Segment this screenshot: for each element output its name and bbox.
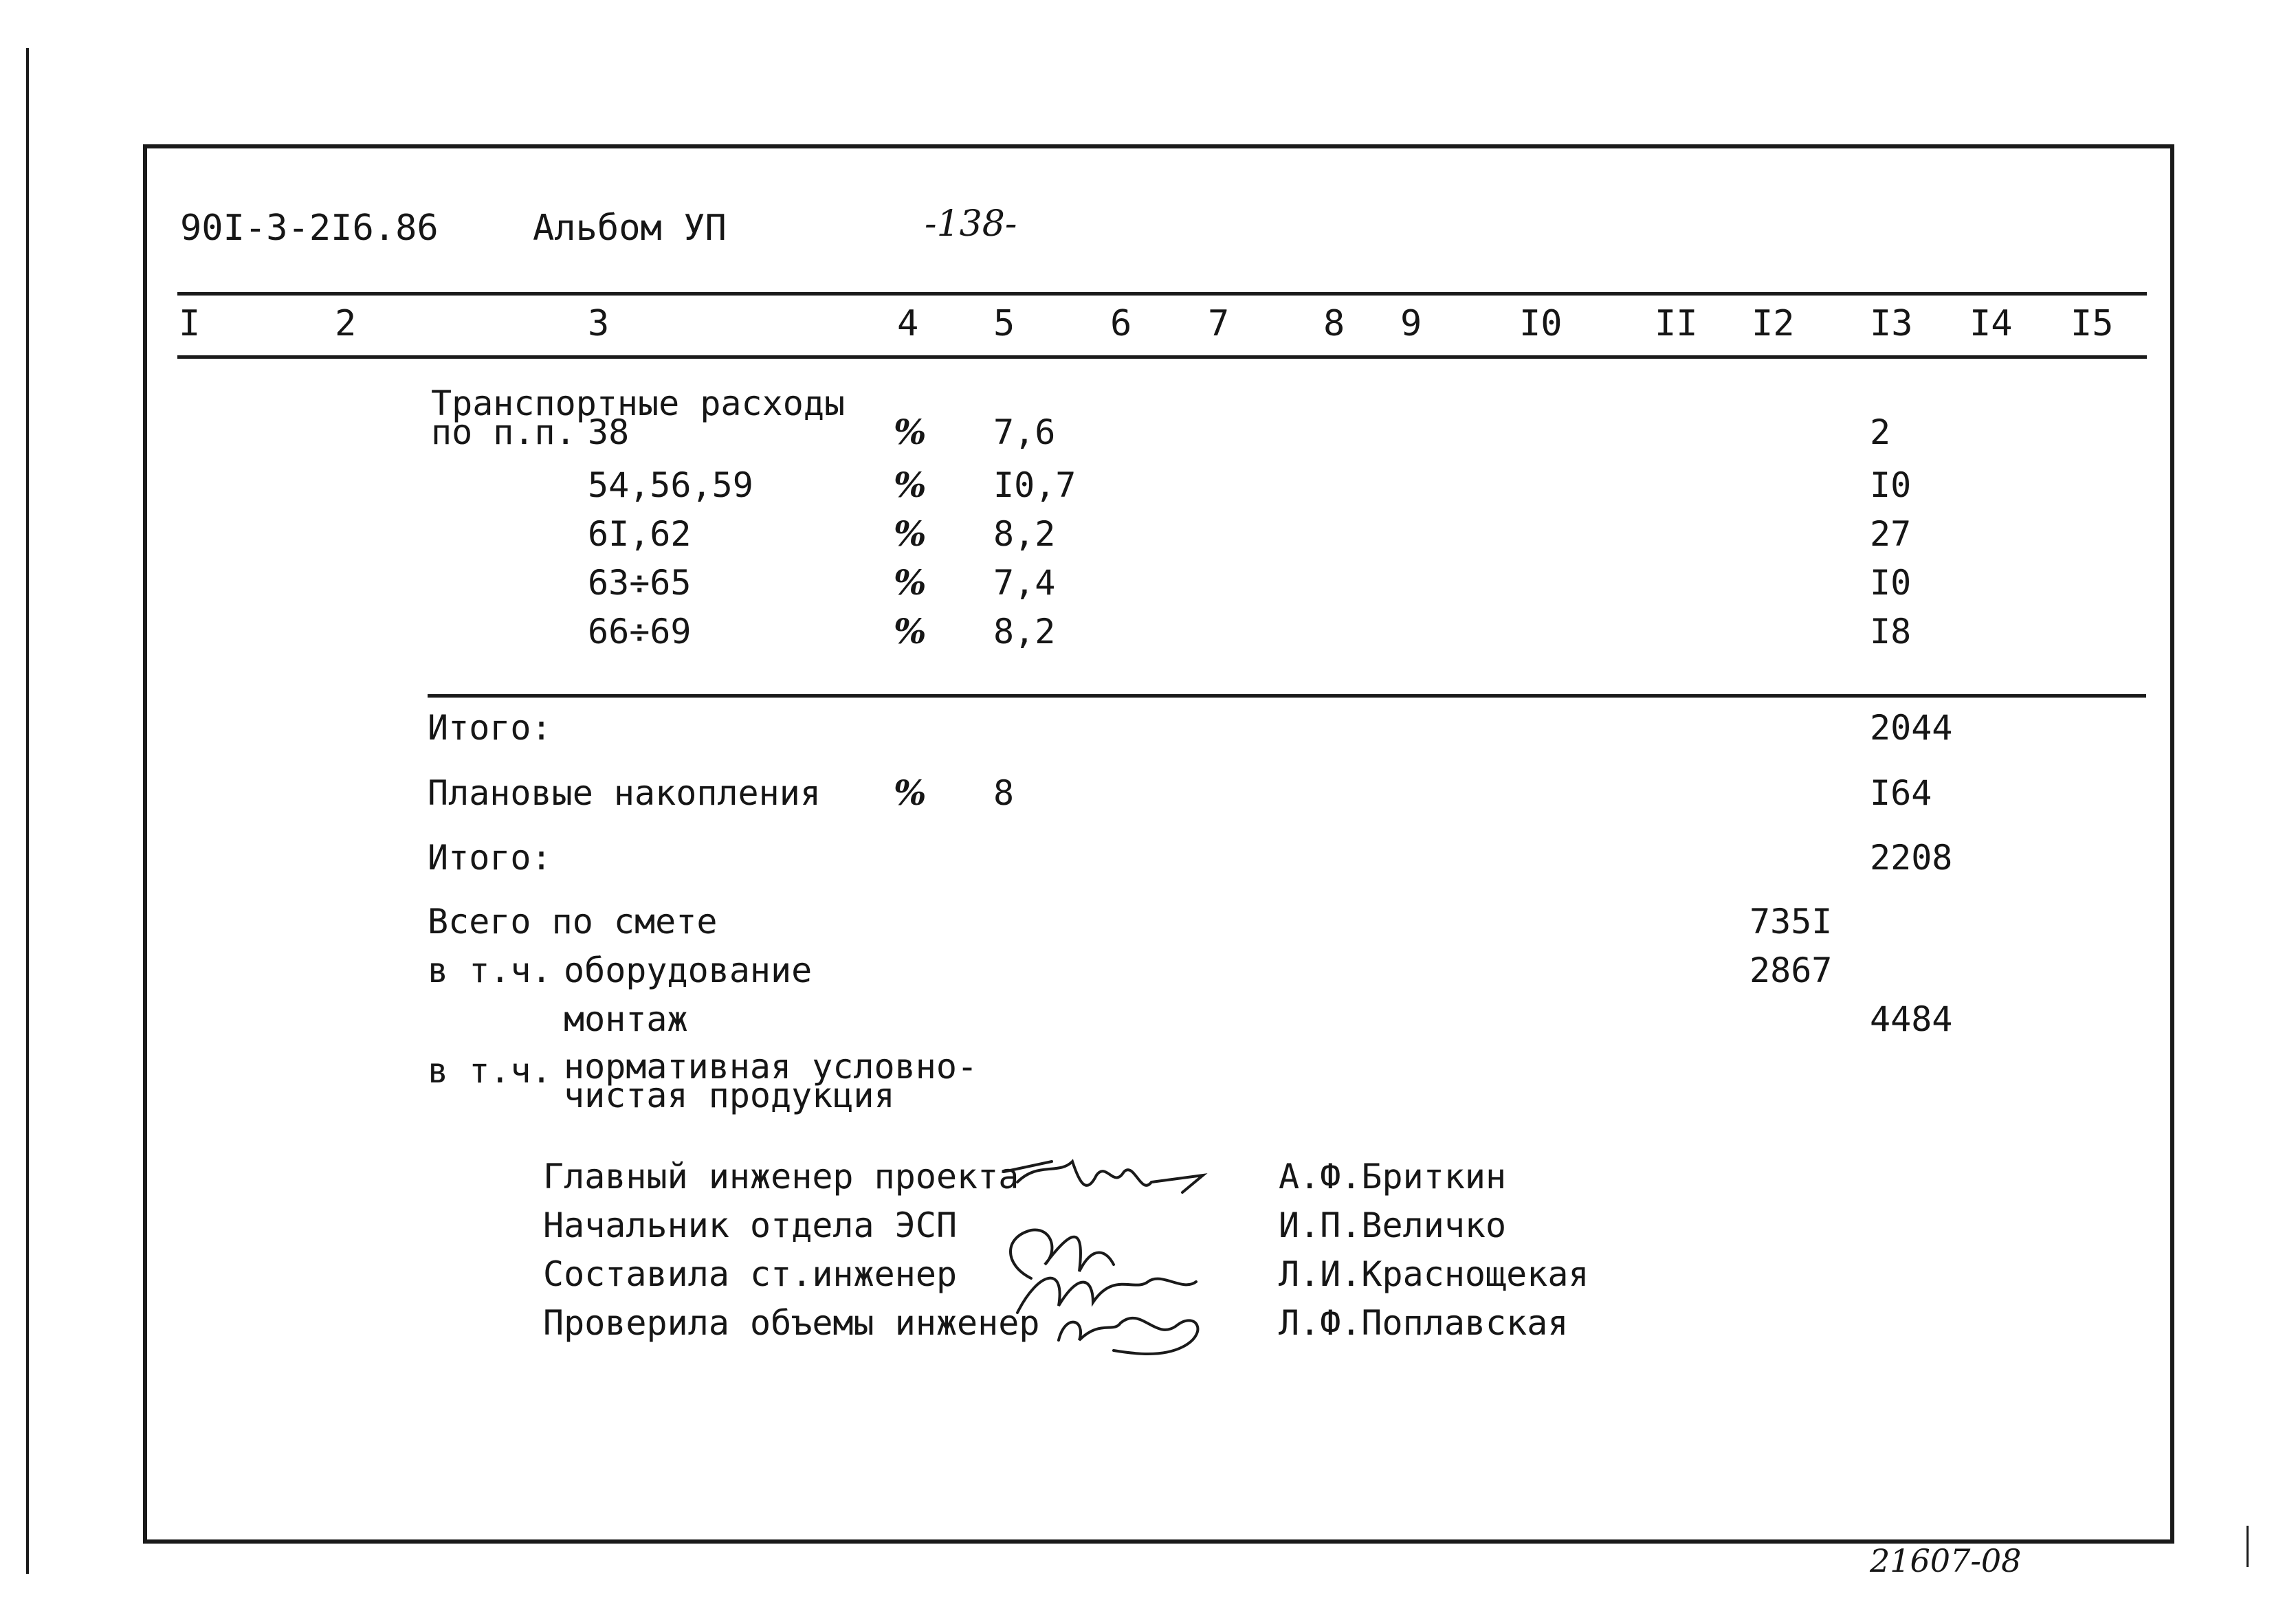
npp-line1: нормативная условно- [564,1047,978,1087]
signature-name: А.Ф.Бриткин [1279,1157,1507,1197]
footer-number: 21607-08 [1870,1542,2022,1579]
col-header-1: I [179,303,201,344]
page-margin-line [26,48,29,1574]
transport-unit: % [894,412,927,452]
transport-rate: 8,2 [993,612,1056,652]
signature-role: Составила ст.инженер [543,1254,958,1294]
montage-label: монтаж [564,999,688,1039]
vsego-value: 735I [1749,902,1833,942]
album-title: Альбом УП [533,208,727,249]
frame-right [2170,144,2174,1544]
transport-col13: I0 [1870,563,1912,603]
signature-role: Главный инженер проекта [543,1157,1019,1197]
doc-code: 90I-3-2I6.86 [180,208,439,249]
handwritten-signatures [976,1134,1265,1368]
transport-unit: % [894,611,927,652]
col-header-13: I3 [1870,303,1913,344]
header-top-rule [177,292,2147,296]
col-header-6: 6 [1110,303,1132,344]
plan-rate: 8 [993,773,1015,813]
col-header-9: 9 [1400,303,1422,344]
col-header-11: II [1655,303,1698,344]
page-edge-mark [2247,1526,2249,1567]
transport-items: 63÷65 [588,563,692,603]
transport-col13: 2 [1870,412,1891,452]
transport-unit: % [894,513,927,554]
signature-name: Л.Ф.Поплавская [1279,1303,1569,1343]
transport-label-line2: по п.п. [431,412,576,452]
signature-role: Проверила объемы инженер [543,1303,1040,1343]
vsego-label: Всего по смете [428,902,718,942]
montage-value: 4484 [1870,999,1953,1039]
vtch-1-prefix: в т.ч. [428,950,552,990]
vtch-2-prefix: в т.ч. [428,1051,552,1091]
transport-col13: I8 [1870,612,1912,652]
transport-col13: 27 [1870,514,1912,554]
col-header-5: 5 [993,303,1015,344]
equipment-value: 2867 [1749,950,1833,990]
transport-items: 6I,62 [588,514,692,554]
frame-left [143,144,147,1544]
equipment-label: оборудование [564,950,813,990]
transport-label-line1: Транспортные расходы [431,383,846,423]
transport-unit: % [894,562,927,603]
transport-col13: I0 [1870,465,1912,505]
transport-rate: I0,7 [993,465,1077,505]
transport-rate: 8,2 [993,514,1056,554]
signature-role: Начальник отдела ЭСП [543,1205,958,1245]
col-header-15: I5 [2071,303,2114,344]
signature-name: И.П.Величко [1279,1205,1507,1245]
transport-items: 66÷69 [588,612,692,652]
col-header-8: 8 [1323,303,1345,344]
plan-unit: % [894,772,927,813]
plan-label: Плановые накопления [428,773,821,813]
header-bottom-rule [177,355,2147,359]
npp-line2: чистая продукция [564,1076,895,1115]
col-header-7: 7 [1208,303,1230,344]
itogo-2-value: 2208 [1870,838,1953,878]
col-header-3: 3 [588,303,610,344]
transport-items: 38 [588,412,630,452]
transport-rate: 7,6 [993,412,1056,452]
col-header-12: I2 [1752,303,1795,344]
frame-top [143,144,2174,148]
itogo-1-value: 2044 [1870,708,1953,748]
plan-value: I64 [1870,773,1932,813]
page-number: -138- [925,203,1017,245]
transport-rate: 7,4 [993,563,1056,603]
col-header-4: 4 [897,303,919,344]
signature-name: Л.И.Краснощекая [1279,1254,1589,1294]
transport-items: 54,56,59 [588,465,753,505]
col-header-2: 2 [335,303,357,344]
itogo-1-label: Итого: [428,708,552,748]
col-header-10: I0 [1519,303,1563,344]
subtotal-rule [428,694,2146,698]
transport-unit: % [894,465,927,505]
itogo-2-label: Итого: [428,838,552,878]
col-header-14: I4 [1969,303,2013,344]
